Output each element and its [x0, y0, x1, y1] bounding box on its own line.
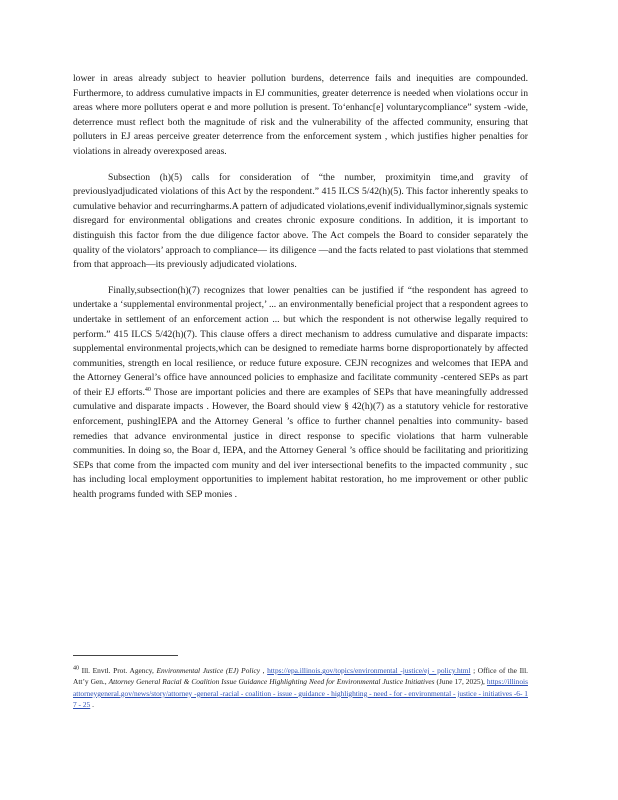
- footnote-title-2: Attorney General Racial & Coalition Issue Guidance Highlighting Need for Environmental Justice Initiatives: [108, 677, 435, 687]
- footnote-link-ag[interactable]: https://illinoisattorneygeneral.gov/news/story/attorney -general -racial - coalition - issue - guidance - highlighting - need - for - environmental - justice - initiatives -6- 17 - 25: [73, 677, 528, 710]
- footnote-text-4: (June 17, 2025),: [434, 677, 487, 687]
- footnote-link-iepa[interactable]: https://epa.illinois.gov/topics/environmental -justice/ej - policy.html: [267, 666, 471, 675]
- footnote-text-5: .: [90, 700, 94, 710]
- footnote-text-1: Ill. Envtl. Prot. Agency,: [79, 666, 157, 675]
- body-text: [73, 72, 528, 514]
- paragraph-1: lower in areas already subject to heavier pollution burdens, deterrence fails and inequities are compounded. Furthermore, to address cumulative impacts in EJ communities, greater deterrence is needed when violations occur in areas where more polluters operat e and more pollution is present. To‘enhanc[e] voluntarycompliance” system -wide, deterrence must reflect both the magnitude of risk and the vulnerability of the affected community, ensuring that polluters in EJ areas perceive greater deterrence from the enforcement system , which justifies higher penalties for violations in already overexposed areas.: [73, 73, 528, 157]
- footnote-number: 40: [73, 665, 79, 672]
- paragraph-2: Subsection (h)(5) calls for consideration of “the number, proximityin time,and gravity of previouslyadjudicated violations of this Act by the respondent.” 415 ILCS 5/42(h)(5). This factor inherently speaks to cumulative behavior and recurringharms.A pattern of adjudicated violations,evenif individuallyminor,signals systemic disregard for environmental obligations and creates chronic exposure conditions. In addition, it is important to distinguish this factor from the due diligence factor above. The Act compels the Board to consider separately the quality of the violators’ approach to compliance— its diligence —and the facts related to past violations that stemmed from that approach—its previously adjudicated violations.: [73, 171, 528, 271]
- paragraph-3-text-a: Finally,subsection(h)(7) recognizes that lower penalties can be justified if “the respondent has agreed to undertake a ‘supplemental environmental project,’ ... an environmentally beneficial project that a respondent agrees to undertake in settlement of an enforcement action ... but which the respondent is not otherwise legally required to perform.” 415 ILCS 5/42(h)(7). This clause offers a direct mechanism to address cumulative and disparate impacts: supplemental environmental projects,which can be designed to remediate harms borne disproportionately by affected communities, strength en local resilience, or reduce future exposure. CEJN recognizes and welcomes that IEPA and the Attorney General’s office have announced policies to emphasize and facilitate community -centered SEPs as part of their EJ efforts.: [73, 284, 528, 398]
- footnote-title-1: Environmental Justice (EJ) Policy: [156, 666, 261, 675]
- footnote-separator: [73, 655, 178, 656]
- footnote-text-3: ; Office of the Ill. Att’y Gen.,: [73, 666, 528, 687]
- footnote-ref-40[interactable]: 40: [144, 386, 151, 393]
- paragraph-3: [73, 284, 528, 503]
- paragraph-3-text-b: Those are important policies and there are examples of SEPs that have meaningfully addressed cumulative and disparate impacts . However, the Board should view § 42(h)(7) as a statutory vehicle for restorative enforcement, pushingIEPA and the Attorney General ’s office to further channel penalties into community- based remedies that advance environmental justice in direct response to specific violations that harm vulnerable communities. In doing so, the Boar d, IEPA, and the Attorney General ’s office should be facilitating and prioritizing SEPs that come from the impacted com munity and del iver intersectional benefits to the impacted community , suc has including local employment opportunities to implement habitat restoration, ho me improvement or other public health programs funded with SEP monies .: [73, 386, 529, 501]
- footnote-40: [73, 665, 528, 711]
- footnote-text-2: ,: [260, 666, 268, 675]
